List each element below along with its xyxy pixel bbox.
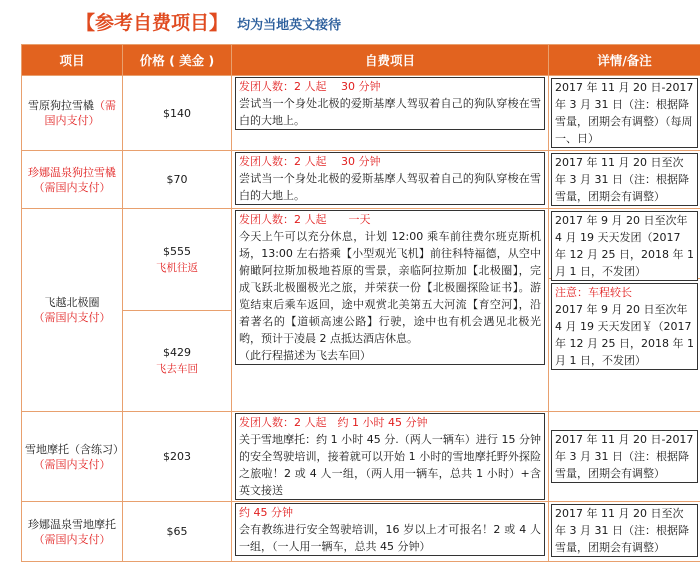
item-name-note: （需国内支付） — [33, 532, 111, 546]
details-text: 2017 年 11 月 20 日-2017 年 3 月 31 日（注：根据降雪量，团期会有调整）（每周一、日） — [551, 78, 698, 148]
activity-box — [235, 413, 545, 500]
cell-name — [22, 412, 123, 502]
item-name: 雪地摩托（含练习） — [25, 442, 124, 456]
title-sub: 均为当地英文接待 — [237, 18, 342, 33]
activity-box — [235, 77, 545, 130]
header-project: 项目 — [22, 45, 123, 76]
details-part-2 — [549, 279, 700, 370]
price-note: 飞机往返 — [156, 261, 198, 274]
price-value: $555 — [163, 244, 191, 258]
cell-activity — [232, 151, 549, 209]
cell-price — [123, 502, 232, 562]
price-value: $203 — [163, 450, 191, 463]
item-name: 珍娜温泉狗拉雪橇 — [28, 165, 116, 179]
price-option-round-trip — [123, 209, 231, 311]
details-text: 2017 年 11 月 20 日-2017 年 3 月 31 日（注：根据降雪量，团期会有调整） — [551, 430, 698, 483]
activity-lead: 发团人数：2 人起 一天 — [239, 213, 371, 226]
activity-lead: 约 45 分钟 — [239, 506, 293, 519]
header-price: 价格 ( 美金 ) — [123, 45, 232, 76]
price-note: 飞去车回 — [156, 363, 198, 375]
activity-box — [235, 503, 545, 556]
activity-desc: 今天上午可以充分休息，计划 12:00 乘车前往费尔班克斯机场，13:00 左右搭乘【小型观光飞机】前往科特福德，从空中俯瞰阿拉斯加极地苔原的雪景，亲临阿拉斯加【北极圈】，完成飞跃北极圈极光之旅，并荣获一份【北极圈探险证书】。游览结束后乘车返回，途中观赏北美第五大河流【育空河】，沿着著名的【道顿高速公路】行驶，途中也有机会遇见北极光哟，预计于凌晨 2 点抵达酒店休息。 — [239, 230, 541, 345]
price-value: $429 — [163, 346, 191, 359]
activity-box — [235, 210, 545, 365]
activity-desc-tail: （此行程描述为飞去车回） — [239, 349, 371, 362]
activity-desc: 关于雪地摩托：约 1 小时 45 分.（两人一辆车）进行 15 分钟的安全驾驶培训，接着就可以开始 1 小时的雪地摩托野外探险之旅啦！2 或 4 人一组，（两人用一辆车，总共 1 小时）+含英文接送 — [239, 433, 541, 497]
price-option-one-way — [123, 311, 231, 411]
cell-name — [22, 151, 123, 209]
item-name-note: （需国内支付） — [33, 457, 111, 471]
activity-desc: 尝试当一个身处北极的爱斯基摩人驾驭着自己的狗队穿梭在雪白的大地上。 — [239, 172, 541, 202]
cell-price — [123, 412, 232, 502]
cell-activity — [232, 209, 549, 412]
details-text: 2017 年 11 月 20 日至次年 3 月 31 日（注：根据降雪量，团期会有调整） — [551, 504, 698, 557]
cell-name — [22, 76, 123, 151]
cell-activity — [232, 412, 549, 502]
cell-details — [549, 209, 700, 412]
table-row — [22, 209, 700, 412]
activity-table — [21, 44, 700, 562]
item-name: 飞越北极圈 — [44, 296, 100, 309]
header-activity: 自费项目 — [232, 45, 549, 76]
activity-lead: 发团人数：2 人起 约 1 小时 45 分钟 — [239, 416, 428, 429]
header-details: 详情/备注 — [549, 45, 700, 76]
cell-name — [22, 209, 123, 412]
cell-details — [549, 76, 700, 151]
activity-desc: 尝试当一个身处北极的爱斯基摩人驾驭着自己的狗队穿梭在雪白的大地上。 — [239, 97, 541, 127]
price-value: $140 — [163, 106, 191, 120]
details-box — [551, 283, 698, 370]
cell-price — [123, 151, 232, 209]
cell-price — [123, 76, 232, 151]
details-part-1 — [549, 211, 700, 279]
activity-box — [235, 152, 545, 205]
activity-lead: 发团人数：2 人起 30 分钟 — [239, 155, 381, 168]
activity-lead: 发团人数：2 人起 30 分钟 — [239, 80, 381, 93]
title-main: 【参考自费项目】 — [76, 12, 229, 34]
cell-activity — [232, 76, 549, 151]
page-title — [76, 10, 341, 36]
cell-activity — [232, 502, 549, 562]
cell-details — [549, 151, 700, 209]
price-value: $70 — [166, 173, 188, 186]
item-name-note: （需国内支付） — [33, 180, 111, 194]
cell-details — [549, 412, 700, 502]
header-row — [22, 45, 700, 76]
item-name: 雪原狗拉雪橇 — [28, 99, 94, 112]
item-name: 珍娜温泉雪地摩托 — [28, 517, 116, 531]
table-row — [22, 151, 700, 209]
price-value: $65 — [166, 525, 188, 538]
details-text: 2017 年 9 月 20 日至次年 4 月 19 天天发团（2017 年 12 月 25 日，2018 年 1 月 1 日，不发团） — [551, 211, 698, 281]
activity-desc: 会有教练进行安全驾驶培训，16 岁以上才可报名！2 或 4 人一组，（一人用一辆车，总共 45 分钟） — [239, 523, 541, 553]
details-text: 2017 年 11 月 20 日至次年 3 月 31 日（注：根据降雪量，团期会有调整） — [551, 153, 698, 206]
table-row — [22, 502, 700, 562]
details-text: 2017 年 9 月 20 日至次年 4 月 19 天天发团￥（2017 年 12 月 25 日，2018 年 1 月 1 日，不发团） — [555, 303, 694, 367]
item-name-note: （需国内支付） — [33, 311, 111, 324]
table-row — [22, 76, 700, 151]
item-name-note: （需国内支付） — [44, 99, 116, 127]
table-row — [22, 412, 700, 502]
details-warning: 注意：车程较长 — [555, 286, 632, 299]
cell-details — [549, 502, 700, 562]
cell-name — [22, 502, 123, 562]
cell-price — [123, 209, 232, 412]
